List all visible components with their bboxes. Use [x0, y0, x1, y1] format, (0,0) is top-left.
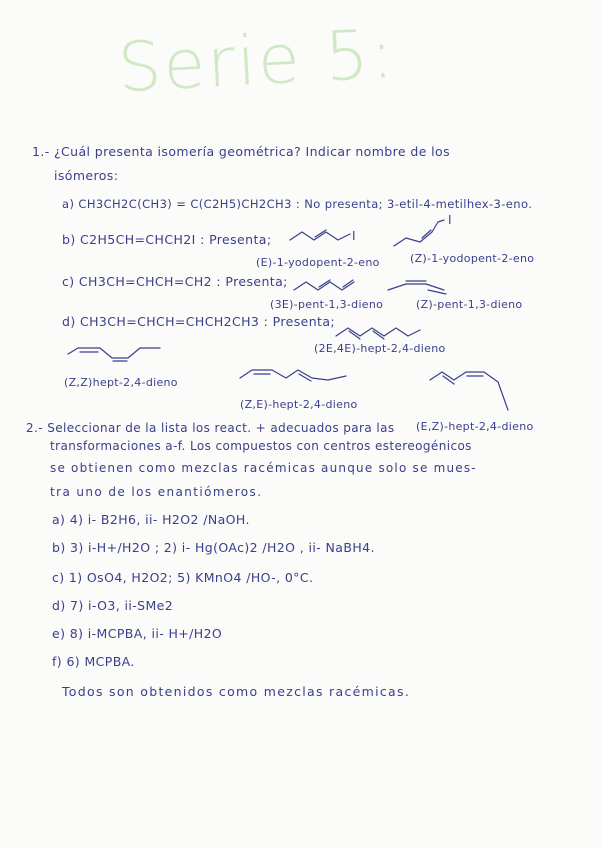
q2-answer-e: e) 8) i-MCPBA, ii- H+/H2O — [52, 626, 223, 641]
label-ez-heptadiene: (E,Z)-hept-2,4-dieno — [416, 420, 534, 433]
svg-text:I: I — [448, 213, 452, 227]
q1-answer-b: b) C2H5CH=CHCH2I : Presenta; — [62, 232, 272, 247]
label-zz-heptadiene: (Z,Z)hept-2,4-dieno — [64, 376, 178, 389]
z-pentadiene-structure — [386, 276, 466, 296]
q2-answer-a: a) 4) i- B2H6, ii- H2O2 /NaOH. — [52, 512, 250, 527]
e-iodopentene-structure — [288, 226, 368, 250]
q2-answer-b: b) 3) i-H+/H2O ; 2) i- Hg(OAc)2 /H2O , ii- NaBH4. — [52, 540, 375, 555]
z-iodopentene-structure — [392, 214, 472, 254]
q2-answer-d: d) 7) i-O3, ii-SMe2 — [52, 598, 174, 613]
q2-answer-f: f) 6) MCPBA. — [52, 654, 135, 669]
q2-statement-line1: 2.- Seleccionar de la lista los react. + adecuados para las — [26, 421, 395, 435]
q2-statement-line4: tra uno de los enantiómeros. — [50, 485, 263, 499]
label-z-iodopentene: (Z)-1-yodopent-2-eno — [410, 252, 535, 265]
q1-answer-a: a) CH3CH2C(CH3) = C(C2H5)CH2CH3 : No presenta; 3-etil-4-metilhex-3-eno. — [62, 197, 533, 211]
q1-answer-d: d) CH3CH=CHCH=CHCH2CH3 : Presenta; — [62, 314, 336, 329]
ez-heptadiene-structure — [428, 362, 518, 416]
label-e-iodopentene: (E)-1-yodopent-2-eno — [256, 256, 380, 269]
label-ze-heptadiene: (Z,E)-hept-2,4-dieno — [240, 398, 358, 411]
label-ee-heptadiene: (2E,4E)-hept-2,4-dieno — [314, 342, 446, 355]
q1-statement-line1: 1.- ¿Cuál presenta isomería geométrica? Indicar nombre de los — [32, 144, 450, 159]
page-title: Serie 5: — [116, 14, 398, 109]
ee-heptadiene-structure — [334, 322, 430, 344]
svg-text:I: I — [352, 229, 356, 243]
q2-statement-line2: transformaciones a-f. Los compuestos con centros estereogénicos — [50, 439, 472, 453]
q1-answer-c: c) CH3CH=CHCH=CH2 : Presenta; — [62, 274, 288, 289]
e-pentadiene-structure — [292, 276, 368, 296]
zz-heptadiene-structure — [66, 344, 166, 366]
q2-closing-note: Todos son obtenidos como mezclas racémicas. — [62, 684, 411, 699]
ze-heptadiene-structure — [238, 364, 358, 386]
q1-statement-line2: isómeros: — [54, 168, 119, 183]
label-e-pentadiene: (3E)-pent-1,3-dieno — [270, 298, 384, 311]
q2-statement-line3: se obtienen como mezclas racémicas aunque solo se mues- — [50, 461, 477, 475]
label-z-pentadiene: (Z)-pent-1,3-dieno — [416, 298, 523, 311]
q2-answer-c: c) 1) OsO4, H2O2; 5) KMnO4 /HO-, 0°C. — [52, 570, 314, 585]
